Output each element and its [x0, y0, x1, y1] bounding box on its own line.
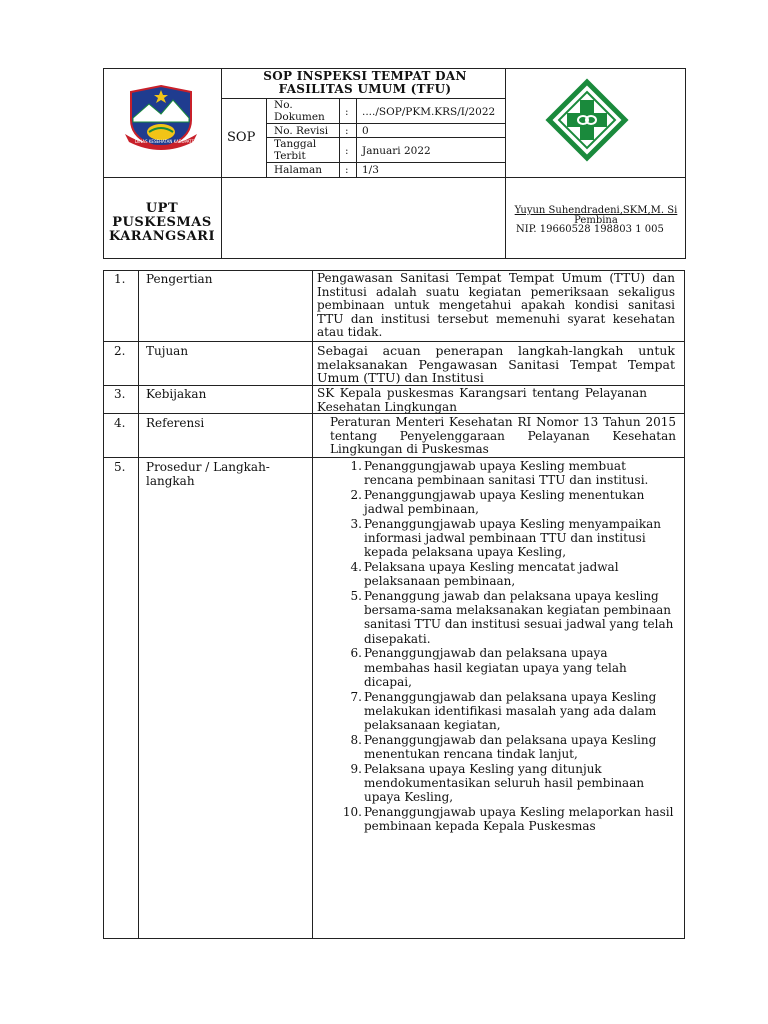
- signer-role: Pembina: [574, 215, 618, 226]
- document-title: SOP INSPEKSI TEMPAT DAN FASILITAS UMUM (TFU): [263, 69, 467, 96]
- meta-sep-doc: :: [345, 106, 349, 118]
- procedure-step: 8. Penanggungjawab dan pelaksana upaya Kesling menentukan rencana tindak lanjut,: [350, 732, 657, 762]
- org-name: UPT PUSKESMAS KARANGSARI: [108, 201, 216, 244]
- row-content-tujuan: Sebagai acuan penerapan langkah-langkah untuk melaksanakan Pengawasan Sanitasi Tempat Tempat Umum (TTU) dan Institusi: [317, 343, 675, 385]
- row-label: Prosedur / Langkah-langkah: [146, 460, 270, 488]
- meta-label-revisi: No. Revisi: [274, 125, 329, 137]
- row-number: 5.: [114, 460, 126, 474]
- sop-label: SOP: [227, 130, 256, 145]
- procedure-steps: [336, 459, 676, 834]
- meta-value-halaman: 1/3: [362, 164, 379, 176]
- procedure-step: 2. Penanggungjawab upaya Kesling menentukan jadwal pembinaan,: [350, 487, 645, 517]
- procedure-step: 6. Penanggungjawab dan pelaksana upaya membahas hasil kegiatan upaya yang telah dicapai,: [350, 646, 627, 690]
- row-label: Tujuan: [146, 344, 189, 358]
- row-label: Kebijakan: [146, 387, 207, 401]
- meta-value-doc: ..../SOP/PKM.KRS/I/2022: [362, 106, 496, 118]
- procedure-step: 9. Pelaksana upaya Kesling yang ditunjuk mendokumentasikan seluruh hasil pembinaan upaya Kesling,: [350, 761, 645, 805]
- meta-label-halaman: Halaman: [274, 164, 323, 176]
- meta-sep-halaman: :: [345, 164, 349, 176]
- procedure-step: 10. Penanggungjawab upaya Kesling melaporkan hasil pembinaan kepada Kepala Puskesmas: [342, 804, 674, 834]
- row-content-referensi: Peraturan Menteri Kesehatan RI Nomor 13 Tahun 2015 tentang Penyelenggaraan Pelayanan Kesehatan Lingkungan di Puskesmas: [330, 415, 676, 456]
- row-number: 3.: [114, 387, 126, 401]
- meta-label-doc: No. Dokumen: [274, 99, 325, 123]
- row-number: 4.: [114, 416, 126, 430]
- meta-sep-revisi: :: [345, 125, 349, 137]
- procedure-step: 1. Penanggungjawab upaya Kesling membuat rencana pembinaan sanitasi TTU dan institusi.: [350, 459, 649, 488]
- procedure-step: 7. Penanggungjawab dan pelaksana upaya Kesling melakukan identifikasi masalah yang ada dalam pelaksanaan kegiatan,: [350, 689, 657, 733]
- row-number: 2.: [114, 344, 126, 358]
- meta-label-tanggal: Tanggal Terbit: [274, 138, 317, 162]
- row-content-pengertian: Pengawasan Sanitasi Tempat Tempat Umum (TTU) dan Institusi adalah suatu kegiatan pemeriksaan sekaligus pembinaan untuk mengetahui apakah kondisi sanitasi TTU dan institusi tersebut memenuhi syarat kesehatan atau tidak.: [317, 271, 675, 339]
- row-label: Referensi: [146, 416, 205, 430]
- meta-sep-tanggal: :: [345, 145, 349, 157]
- signer-nip: NIP. 19660528 198803 1 005: [516, 224, 664, 235]
- meta-value-tanggal: Januari 2022: [362, 145, 431, 157]
- row-content-kebijakan: SK Kepala puskesmas Karangsari tentang Pelayanan Kesehatan Lingkungan: [317, 386, 647, 414]
- meta-value-revisi: 0: [362, 125, 369, 137]
- signer-name: Yuyun Suhendradeni,SKM,M. Si: [514, 205, 678, 216]
- procedure-step: 4. Pelaksana upaya Kesling mencatat jadwal pelaksanaan pembinaan,: [350, 559, 619, 589]
- procedure-step: 5. Penanggung jawab dan pelaksana upaya kesling bersama-sama melaksanakan kegiatan pembinaan sanitasi TTU dan institusi sesuai jadwal yang telah disepakati.: [350, 588, 674, 646]
- procedure-step: 3. Penanggungjawab upaya Kesling menyampaikan informasi jadwal pembinaan TTU dan institusi kepada pelaksana upaya Kesling,: [350, 516, 662, 560]
- row-number: 1.: [114, 272, 126, 286]
- crest-banner-text: DINAS KESEHATAN KABUPATEN: [135, 139, 198, 144]
- row-label: Pengertian: [146, 272, 213, 286]
